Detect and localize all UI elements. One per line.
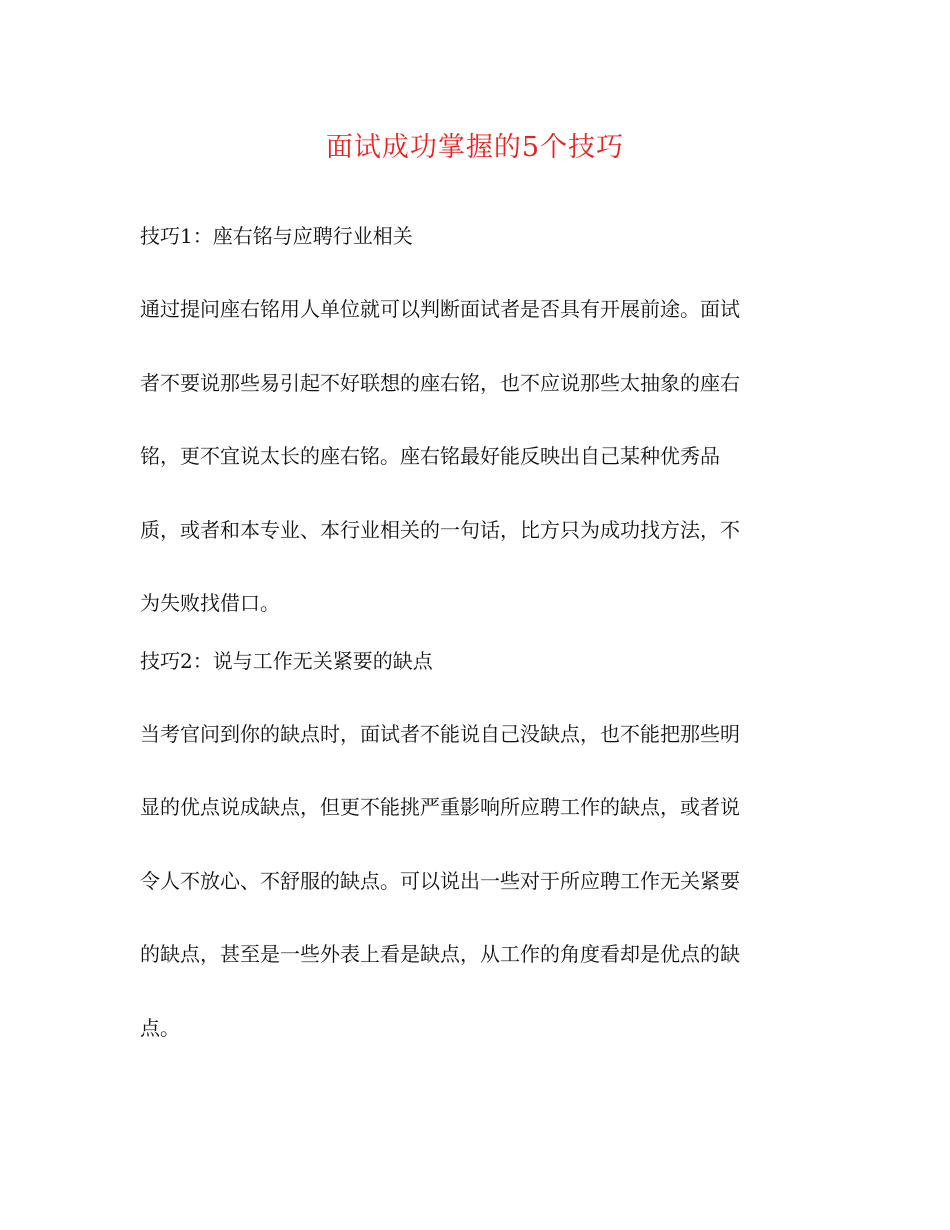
paragraph-line: 为失败找借口。 xyxy=(140,591,280,615)
paragraph-line: 者不要说那些易引起不好联想的座右铭，也不应说那些太抽象的座右 xyxy=(140,370,740,395)
section-paragraph-1 xyxy=(140,273,800,641)
section-heading-1: 技巧1：座右铭与应聘行业相关 xyxy=(140,224,413,248)
section-paragraph-2 xyxy=(140,698,800,1066)
paragraph-line: 显的优点说成缺点，但更不能挑严重影响所应聘工作的缺点，或者说 xyxy=(140,795,740,819)
document-title: 面试成功掌握的5个技巧 xyxy=(325,132,625,163)
paragraph-line: 点。 xyxy=(140,1015,180,1040)
paragraph-line: 的缺点，甚至是一些外表上看是缺点，从工作的角度看却是优点的缺 xyxy=(140,942,740,966)
section-heading-2: 技巧2：说与工作无关紧要的缺点 xyxy=(140,648,433,673)
paragraph-line: 铭，更不宜说太长的座右铭。座右铭最好能反映出自己某种优秀品 xyxy=(140,444,720,468)
paragraph-line: 令人不放心、不舒服的缺点。可以说出一些对于所应聘工作无关紧要 xyxy=(140,868,740,893)
paragraph-line: 通过提问座右铭用人单位就可以判断面试者是否具有开展前途。面试 xyxy=(140,297,740,321)
paragraph-line: 质，或者和本专业、本行业相关的一句话，比方只为成功找方法，不 xyxy=(140,517,740,542)
paragraph-line: 当考官问到你的缺点时，面试者不能说自己没缺点，也不能把那些明 xyxy=(140,721,740,746)
document-body xyxy=(140,216,800,1065)
